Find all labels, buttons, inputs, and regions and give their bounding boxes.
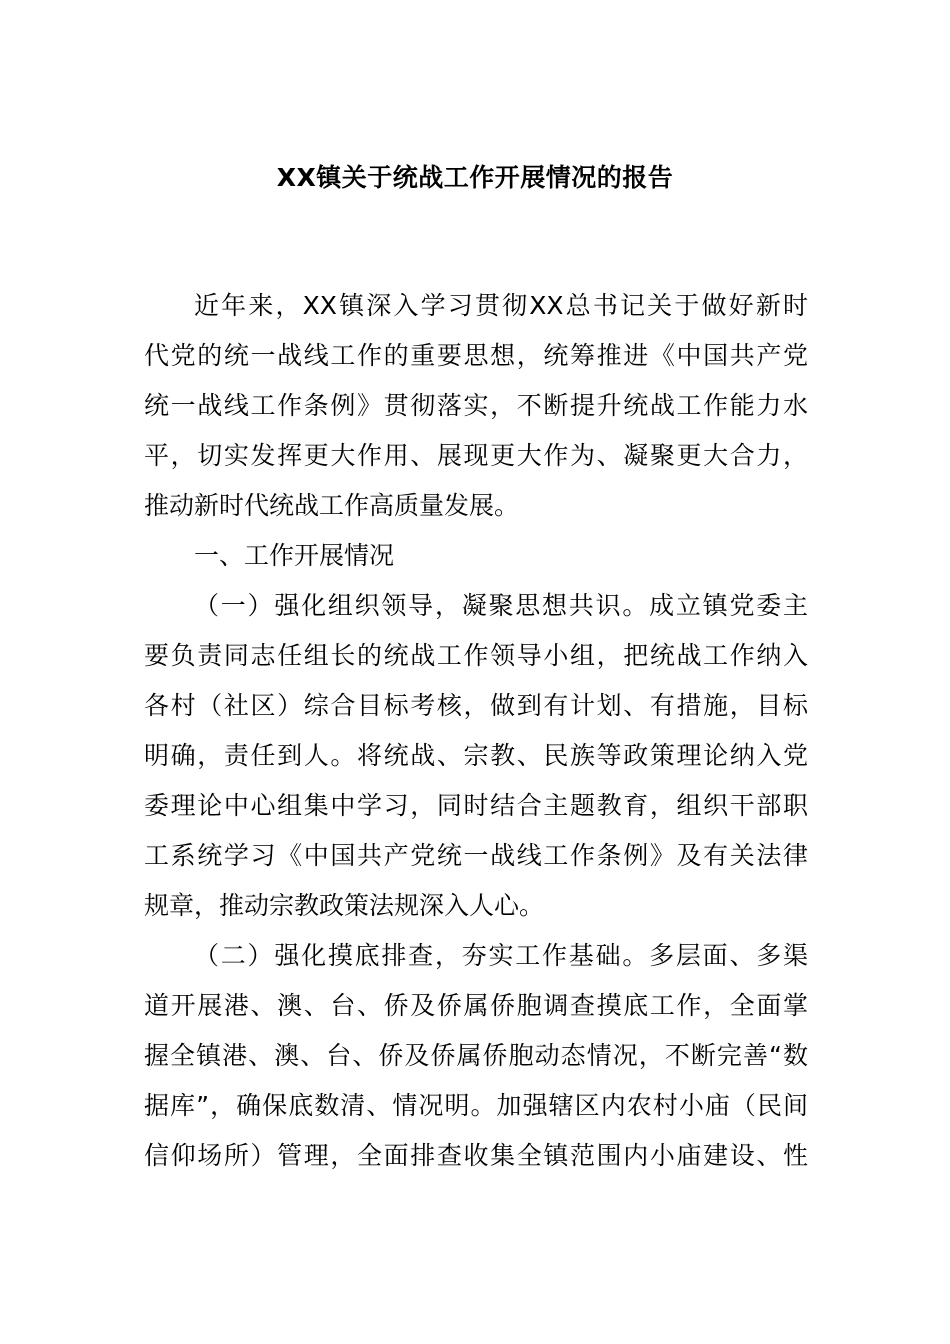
paragraph-line: 据库”，确保底数清、情况明。加强辖区内农村小庙（民间 [144, 1091, 808, 1120]
document-title: XX镇关于统战工作开展情况的报告 [276, 163, 674, 192]
paragraph-line: 规章，推动宗教政策法规深入人心。 [144, 891, 545, 920]
paragraph-line: 各村（社区）综合目标考核，做到有计划、有措施，目标 [144, 691, 808, 720]
paragraph-line: 道开展港、澳、台、侨及侨属侨胞调查摸底工作，全面掌 [144, 991, 808, 1020]
paragraph-line: 握全镇港、澳、台、侨及侨属侨胞动态情况，不断完善“数 [144, 1041, 808, 1070]
paragraph-line: （一）强化组织领导，凝聚思想共识。成立镇党委主 [194, 591, 808, 620]
paragraph-line: （二）强化摸底排查，夯实工作基础。多层面、多渠 [194, 941, 808, 970]
paragraph-line: 委理论中心组集中学习，同时结合主题教育，组织干部职 [144, 791, 808, 820]
paragraph-line: 平，切实发挥更大作用、展现更大作为、凝聚更大合力， [144, 441, 808, 470]
paragraph-line: 明确，责任到人。将统战、宗教、民族等政策理论纳入党 [144, 741, 808, 770]
paragraph-line: 推动新时代统战工作高质量发展。 [144, 491, 520, 520]
paragraph-line: 工系统学习《中国共产党统一战线工作条例》及有关法律 [144, 841, 808, 870]
paragraph-line: 信仰场所）管理，全面排查收集全镇范围内小庙建设、性 [144, 1141, 808, 1170]
document-body [144, 281, 808, 1181]
paragraph-line: 代党的统一战线工作的重要思想，统筹推进《中国共产党 [144, 341, 808, 370]
paragraph-line: 要负责同志任组长的统战工作领导小组，把统战工作纳入 [144, 641, 808, 670]
paragraph-line: 近年来，XX镇深入学习贯彻XX总书记关于做好新时 [194, 291, 808, 320]
section-heading: 一、工作开展情况 [194, 541, 395, 570]
paragraph-line: 统一战线工作条例》贯彻落实，不断提升统战工作能力水 [144, 391, 808, 420]
